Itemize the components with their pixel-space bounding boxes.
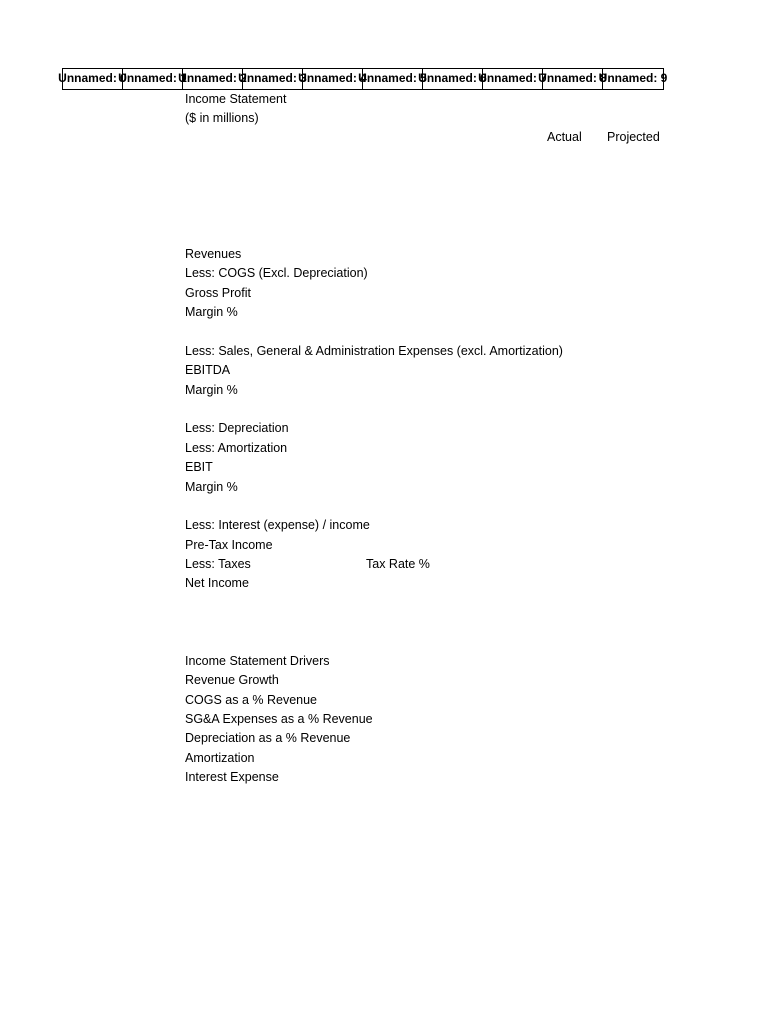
projected-column-label: Projected (607, 130, 660, 144)
sga-pct-label: SG&A Expenses as a % Revenue (185, 712, 373, 726)
tax-rate-label: Tax Rate % (366, 557, 430, 571)
driver-amortization-label: Amortization (185, 751, 255, 765)
ebit-label: EBIT (185, 460, 213, 474)
header-cell[interactable]: Unnamed: 9 (598, 71, 668, 85)
taxes-label: Less: Taxes (185, 557, 251, 571)
amortization-label: Less: Amortization (185, 441, 288, 455)
drivers-title: Income Statement Drivers (185, 654, 330, 668)
sga-label: Less: Sales, General & Administration Expenses (excl. Amortization) (185, 344, 563, 358)
cogs-label: Less: COGS (Excl. Depreciation) (185, 266, 368, 280)
header-cell[interactable]: Unnamed: 2 (183, 69, 243, 89)
header-cell[interactable]: Unnamed: 0 (63, 69, 123, 89)
header-cell[interactable]: Unnamed: 4 (303, 69, 363, 89)
net-income-label: Net Income (185, 576, 249, 590)
gross-margin-label: Margin % (185, 305, 238, 319)
ebit-margin-label: Margin % (185, 480, 238, 494)
header-cell[interactable]: Unnamed: 3 (243, 69, 303, 89)
depreciation-label: Less: Depreciation (185, 421, 289, 435)
cogs-pct-label: COGS as a % Revenue (185, 693, 318, 707)
interest-expense-label: Interest Expense (185, 770, 279, 784)
actual-column-label: Actual (547, 130, 582, 144)
revenue-growth-label: Revenue Growth (185, 673, 279, 687)
ebitda-label: EBITDA (185, 363, 231, 377)
units-label: ($ in millions) (185, 111, 259, 125)
header-cell[interactable]: Unnamed: 7 (483, 69, 543, 89)
header-cell[interactable]: Unnamed: 1 (123, 69, 183, 89)
sheet-title: Income Statement (185, 92, 287, 106)
header-cell[interactable]: Unnamed: 6 (423, 69, 483, 89)
header-row (58, 68, 668, 90)
gross-profit-label: Gross Profit (185, 286, 251, 300)
revenues-label: Revenues (185, 247, 242, 261)
pretax-income-label: Pre-Tax Income (185, 538, 273, 552)
depreciation-pct-label: Depreciation as a % Revenue (185, 731, 351, 745)
interest-label: Less: Interest (expense) / income (185, 518, 370, 532)
header-cell[interactable]: Unnamed: 8 (543, 69, 603, 89)
ebitda-margin-label: Margin % (185, 383, 238, 397)
header-cell[interactable]: Unnamed: 5 (363, 69, 423, 89)
